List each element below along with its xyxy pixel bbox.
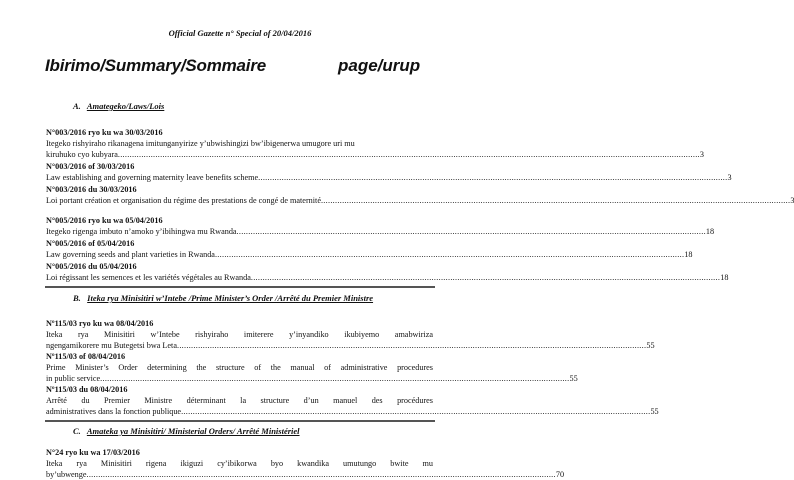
- entry-title: Law establishing and governing maternity leave benefits scheme: [46, 173, 259, 182]
- entry-title-line: [46, 340, 655, 351]
- toc-entry[interactable]: [46, 161, 732, 183]
- entry-number: Nº115/03 du 08/04/2016: [46, 385, 128, 394]
- entry-number: N°003/2016 of 30/03/2016: [46, 162, 135, 171]
- dot-leader: ........................................................................................................................................................................................................: [176, 341, 647, 350]
- dot-leader: ........................................................................................................................................................................................................: [181, 407, 651, 416]
- toc-entry[interactable]: [46, 127, 704, 160]
- entry-title: administratives dans la fonction publique: [46, 407, 182, 416]
- entry-title-line: [46, 226, 715, 237]
- entry-title: kiruhuko cyo kubyara: [46, 150, 118, 159]
- entry-page: 70: [555, 470, 565, 479]
- entry-page: 55: [569, 374, 578, 383]
- toc-entry[interactable]: [46, 261, 729, 283]
- entry-title: ngengamikorere mu Butegetsi bwa Leta: [46, 341, 177, 350]
- toc-entry[interactable]: [46, 318, 655, 351]
- entry-number: Nº115/03 of 08/04/2016: [46, 352, 126, 361]
- entry-title: Arrêté du Premier Ministre déterminant la structure d’un manuel des procédures: [46, 396, 433, 405]
- section-a-title: Amategeko/Laws/Lois: [86, 101, 165, 111]
- entry-page: 55: [650, 407, 659, 416]
- entry-page: 55: [646, 341, 655, 350]
- entry-title-line: [46, 195, 794, 206]
- toc-entry[interactable]: [46, 215, 715, 237]
- entry-title: Itegeko rishyiraho rikanagena imitunganyirize y’ubwishingizi bw’ibigenerwa umugore uri mu: [46, 139, 355, 148]
- dot-leader: ........................................................................................................................................................................................................: [236, 227, 706, 236]
- dot-leader: ........................................................................................................................................................................................................: [250, 273, 721, 282]
- entry-number: N°005/2016 ryo ku wa 05/04/2016: [46, 216, 163, 225]
- toc-entry[interactable]: [46, 238, 693, 260]
- section-a-heading: [73, 101, 164, 111]
- entry-page: 3: [727, 173, 732, 182]
- section-b-letter: B.: [73, 293, 81, 303]
- section-c-title: Amateka ya Minisitiri/ Ministerial Orders/ Arrêté Ministériel: [86, 426, 300, 436]
- entry-title: Loi régissant les semences et les variétés végétales au Rwanda: [46, 273, 251, 282]
- toc-entry[interactable]: [46, 384, 659, 417]
- entry-number: N°005/2016 of 05/04/2016: [46, 239, 135, 248]
- dot-leader: ........................................................................................................................................................................................................................................................: [117, 150, 700, 159]
- entry-page: 3: [790, 196, 794, 205]
- section-b-title: Iteka rya Minisitiri w’Intebe /Prime Minister’s Order /Arrêté du Premier Ministre: [87, 293, 374, 303]
- entry-number: N°003/2016 du 30/03/2016: [46, 185, 137, 194]
- section-b-heading: [73, 293, 373, 303]
- summary-title-row: [45, 56, 465, 78]
- summary-title: Ibirimo/Summary/Sommaire: [45, 56, 266, 75]
- entry-title-line: [46, 469, 565, 480]
- entry-page: 3: [699, 150, 704, 159]
- entry-number: N°005/2016 du 05/04/2016: [46, 262, 137, 271]
- section-c-heading: [73, 426, 300, 436]
- entry-title: Prime Minister’s Order determining the structure of the manual of administrative procedures: [46, 363, 433, 372]
- dot-leader: ........................................................................................................................................................................................................: [214, 250, 685, 259]
- entry-page: 18: [705, 227, 715, 236]
- entry-title-line: [46, 172, 732, 183]
- entry-title: Itegeko rigenga imbuto n’amoko y’ibihingwa mu Rwanda: [46, 227, 237, 236]
- section-a-letter: A.: [73, 101, 81, 111]
- entry-title-line: [46, 373, 578, 384]
- entry-title: by’ubwenge: [46, 470, 87, 479]
- entry-page: 18: [684, 250, 693, 259]
- dot-leader: ........................................................................................................................................................................................................: [86, 470, 556, 479]
- entry-title: Loi portant création et organisation du régime des prestations de congé de maternité: [46, 196, 321, 205]
- toc-entry[interactable]: [46, 351, 578, 384]
- entry-number: N°24 ryo ku wa 17/03/2016: [46, 448, 140, 457]
- entry-title-line: [46, 138, 433, 149]
- dot-leader: ........................................................................................................................................................................................................: [258, 173, 728, 182]
- toc-entry[interactable]: [46, 184, 794, 206]
- section-divider: [45, 420, 435, 422]
- entry-number: Nº115/03 ryo ku wa 08/04/2016: [46, 319, 154, 328]
- entry-title-line: [46, 149, 704, 160]
- entry-title: Iteka rya Minisitiri w’Intebe rishyiraho imiterere y’inyandiko ikubiyemo amabwiriza: [46, 330, 433, 339]
- section-c-letter: C.: [73, 426, 81, 436]
- entry-title: Law governing seeds and plant varieties in Rwanda: [46, 250, 215, 259]
- entry-title: Iteka rya Minisitiri rigena ikiguzi cy’ibikorwa byo kwandika umutungo bwite mu: [46, 459, 433, 468]
- entry-page: 18: [720, 273, 729, 282]
- entry-number: N°003/2016 ryo ku wa 30/03/2016: [46, 128, 163, 137]
- dot-leader: ........................................................................................................................................................................................................: [100, 374, 570, 383]
- gazette-header: Official Gazette n° Special of 20/04/2016: [168, 28, 312, 38]
- dot-leader: ........................................................................................................................................................................................................: [320, 196, 791, 205]
- entry-title-line: [46, 272, 729, 283]
- page-column-label: page/urup: [338, 56, 421, 75]
- entry-title-line: [46, 249, 693, 260]
- entry-title-line: [46, 406, 659, 417]
- entry-title: in public service: [46, 374, 101, 383]
- section-divider: [45, 286, 435, 288]
- toc-entry[interactable]: [46, 447, 565, 480]
